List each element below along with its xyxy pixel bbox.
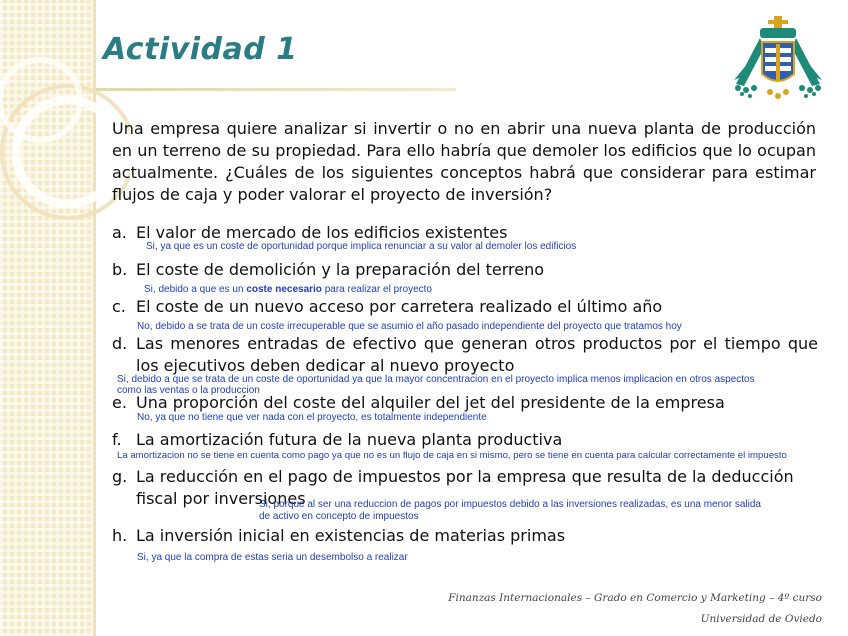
slide-title: Actividad 1 [103,32,298,67]
answer-b-pre: Si, debido a que es un [144,284,247,295]
item-text: El coste de un nuevo acceso por carretera realizado el último año [136,297,663,316]
list-item-b [112,259,818,281]
answer-b-post: para realizar el proyecto [321,284,432,295]
item-text: El coste de demolición y la preparación del terreno [136,260,545,279]
item-text: El valor de mercado de los edificios existentes [136,223,508,242]
footer-university: Universidad de Oviedo [700,613,822,625]
item-letter: a. [112,223,127,242]
item-letter: h. [112,526,128,545]
list-item-c [112,296,818,318]
item-letter: b. [112,260,128,279]
answer-d-line2: como las ventas o la produccion [117,385,260,396]
list-item-h [112,525,818,547]
answer-g-line2: de activo en concepto de impuestos [259,511,419,522]
answer-h: Si, ya que la compra de estas seria un desembolso a realizar [137,552,408,563]
footer-course: Finanzas Internacionales – Grado en Comercio y Marketing – 4º curso [448,592,822,604]
answer-e: No, ya que no tiene que ver nada con el proyecto, es totalmente independiente [137,412,487,423]
item-text: Las menores entradas de efectivo que generan otros productos por el tiempo que los ejecutivos deben dedicar al nuevo proyecto [136,334,818,375]
item-letter: c. [112,297,126,316]
answer-f: La amortizacion no se tiene en cuenta como pago ya que no es un flujo de caja en si mismo, pero se tiene en cuenta para calcular correctamente el impuesto [117,450,787,461]
item-text: La reducción en el pago de impuestos por la empresa que resulta de la deducción fiscal por inversiones [136,467,794,508]
answer-d-line1: Si, debido a que se trata de un coste de oportunidad ya que la mayor concentracion en el proyecto implica menos implicacion en otros aspectos [117,374,755,385]
answer-a: Si, ya que es un coste de oportunidad porque implica renunciar a su valor al demoler los edificios [146,241,577,252]
list-item-e [112,392,818,414]
item-letter: e. [112,393,127,412]
answer-b [144,284,432,295]
item-text: La inversión inicial en existencias de materias primas [136,526,566,545]
university-crest-icon [730,14,826,102]
answer-g-line1: Si, porque al ser una reduccion de pagos por impuestos debido a las inversiones realizadas, es una menor salida [259,499,761,510]
decorative-rings [0,40,130,240]
list-item-f [112,429,818,451]
item-text: Una proporción del coste del alquiler del jet del presidente de la empresa [136,393,725,412]
item-letter: g. [112,467,128,486]
item-text: La amortización futura de la nueva planta productiva [136,430,563,449]
item-letter: d. [112,334,128,353]
answer-b-bold: coste necesario [246,284,322,295]
activity-statement: Una empresa quiere analizar si invertir o no en abrir una nueva planta de producción en un terreno de su propiedad. Para ello habría que demoler los edificios que lo ocupan actualmente. ¿Cuáles de los siguientes conceptos habrá que considerar para estimar flujos de caja y poder valorar el proyecto de inversión? [112,119,816,204]
answer-c: No, debido a se trata de un coste irrecuperable que se asumio el año pasado independiente del proyecto que tratamos hoy [137,321,682,332]
title-underline [96,88,456,91]
list-item-d [112,333,818,377]
item-letter: f. [112,430,122,449]
